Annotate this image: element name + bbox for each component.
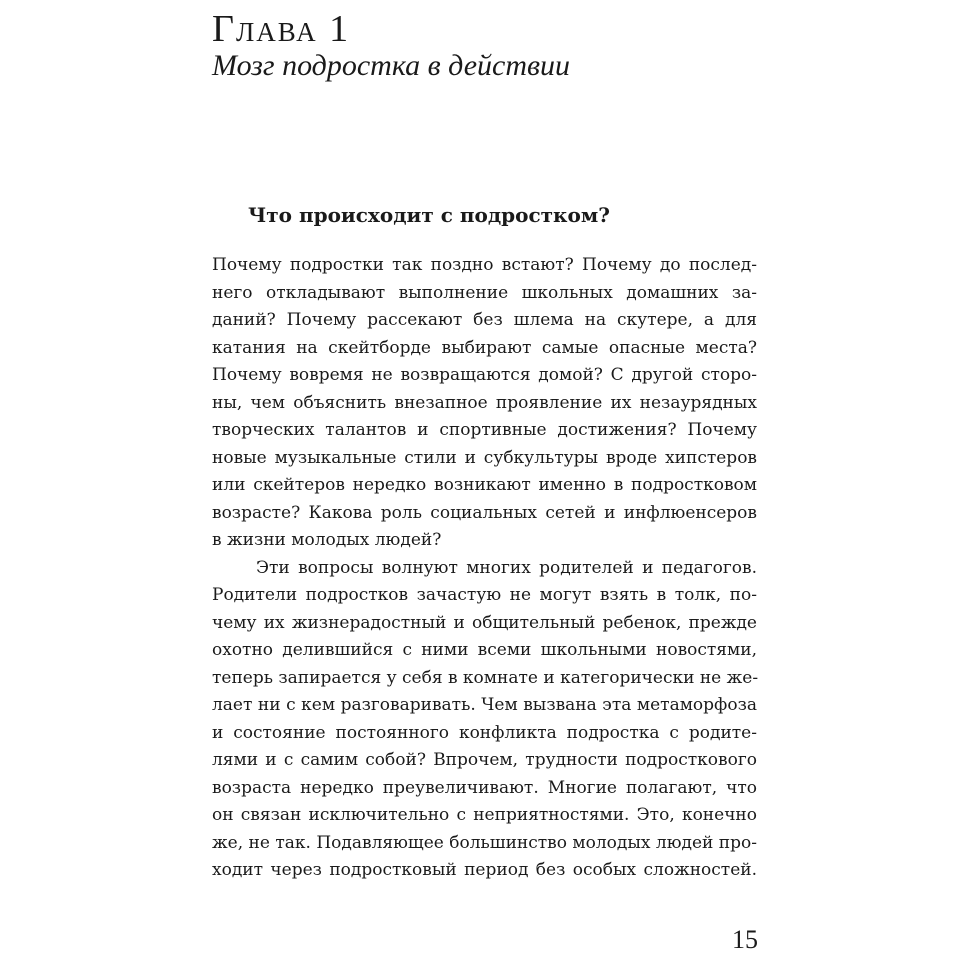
text-line: теперь запирается у себя в комнате и категорически не же- — [212, 667, 759, 688]
paragraph-start-line: Эти вопросы волнуют многих родителей и педагогов. — [256, 557, 757, 578]
text-line: возраста нередко преувеличивают. Многие полагают, что — [212, 777, 757, 798]
paragraph-end-line: в жизни молодых людей? — [212, 530, 442, 550]
text-line: лает ни с кем разговаривать. Чем вызвана эта метаморфоза — [212, 695, 757, 715]
page-number: 15 — [732, 925, 758, 954]
text-line: ны, чем объяснить внезапное проявление их незаурядных — [212, 392, 757, 413]
text-line: или скейтеров нередко возникают именно в подростковом — [212, 475, 757, 495]
text-line: охотно делившийся с ними всеми школьными новостями, — [212, 640, 757, 660]
text-line: ходит через подростковый период без особых сложностей. — [212, 860, 757, 880]
text-line: Родители подростков зачастую не могут взять в толк, по- — [212, 585, 757, 605]
text-line: и состояние постоянного конфликта подростка с родите- — [212, 722, 757, 743]
body-text — [212, 252, 757, 885]
section-heading: Что происходит с подростком? — [248, 203, 610, 227]
text-line: лями и с самим собой? Впрочем, трудности подросткового — [212, 750, 757, 770]
text-line: даний? Почему рассекают без шлема на скутере, а для — [212, 310, 757, 330]
text-line: него откладывают выполнение школьных домашних за- — [212, 282, 757, 303]
text-line: он связан исключительно с неприятностями. Это, конечно — [212, 805, 757, 825]
text-line: творческих талантов и спортивные достижения? Почему — [212, 420, 757, 440]
text-line: Почему подростки так поздно встают? Почему до послед- — [212, 255, 757, 275]
text-line: катания на скейтборде выбирают самые опасные места? — [212, 337, 757, 358]
text-line: новые музыкальные стили и субкультуры вроде хипстеров — [212, 447, 757, 468]
text-line: чему их жизнерадостный и общительный ребенок, прежде — [212, 612, 757, 633]
text-line: возрасте? Какова роль социальных сетей и инфлюенсеров — [212, 502, 757, 523]
chapter-subtitle: Мозг подростка в действии — [212, 49, 571, 82]
text-line: же, не так. Подавляющее большинство молодых людей про- — [212, 832, 757, 853]
text-line: Почему вовремя не возвращаются домой? С другой сторо- — [212, 365, 757, 385]
chapter-label: Глава 1 — [212, 8, 351, 50]
